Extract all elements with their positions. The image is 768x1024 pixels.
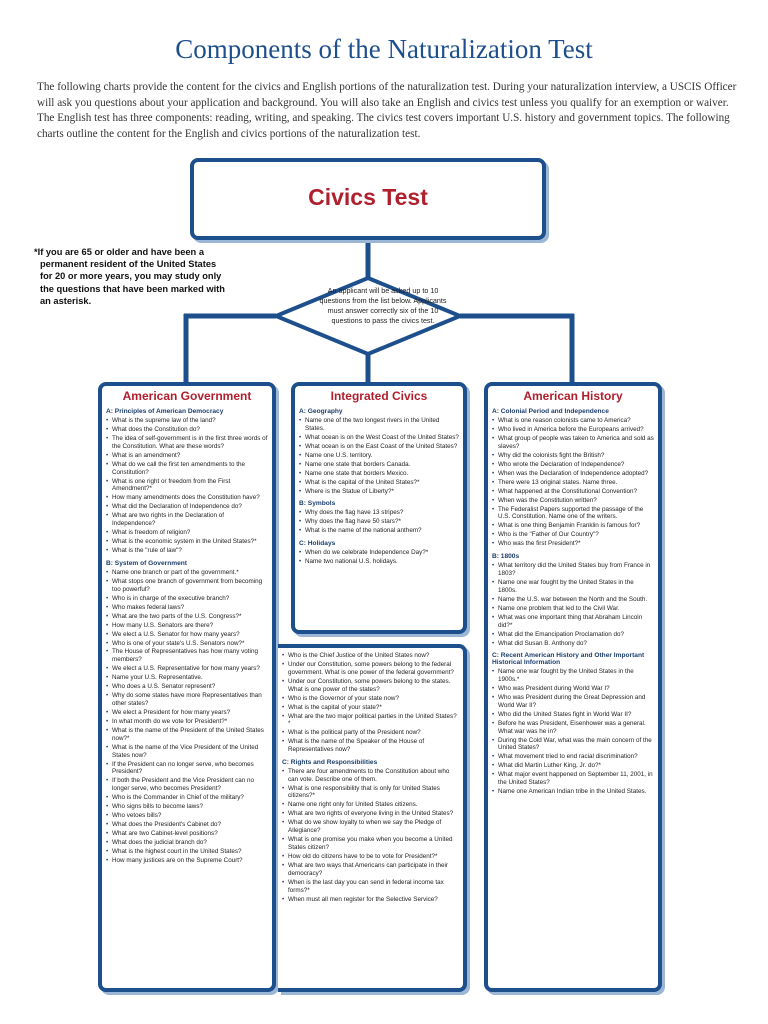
question-item: • What is one responsibility that is only for United States citizens?* — [282, 785, 459, 801]
asterisk-line: *If you are 65 or older and have been a — [34, 247, 204, 257]
question-list — [278, 652, 463, 754]
asterisk-line: for 20 or more years, you may study only — [40, 271, 222, 282]
question-item: • Who lived in America before the Europeans arrived? — [492, 426, 654, 434]
question-item: • What are two rights of everyone living in the United States? — [282, 810, 459, 818]
question-item: • Who makes federal laws? — [106, 604, 268, 612]
question-item: • What is one promise you make when you become a United States citizen? — [282, 836, 459, 852]
asterisk-line: an asterisk. — [40, 295, 92, 306]
question-item: • What are two ways that Americans can participate in their democracy? — [282, 862, 459, 878]
question-item: • Who did the United States fight in World War II? — [492, 711, 654, 719]
question-item: • What does the President's Cabinet do? — [106, 821, 268, 829]
question-item: • What is the capital of your state?* — [282, 704, 459, 712]
civics-test-box — [190, 158, 546, 240]
question-item: • What ocean is on the East Coast of the United States? — [299, 443, 459, 451]
question-item: • What movement tried to end racial discrimination? — [492, 753, 654, 761]
question-item: • Who is the Chief Justice of the United States now? — [282, 652, 459, 660]
question-item: • Why did the colonists fight the British? — [492, 452, 654, 460]
question-item: • Who was President during the Great Depression and World War II? — [492, 694, 654, 710]
section-heading: A: Colonial Period and Independence — [492, 408, 609, 415]
question-item: • What was one important thing that Abraham Lincoln did?* — [492, 614, 654, 630]
question-item: • Name one branch or part of the government.* — [106, 569, 268, 577]
question-item: • Name your U.S. Representative. — [106, 674, 268, 682]
question-item: • We elect a President for how many years? — [106, 709, 268, 717]
question-item: • What are two Cabinet-level positions? — [106, 830, 268, 838]
diamond-instructions: An applicant will be asked up to 10 questions from the list below. Applicants must answer correctly six of the 10 questions to pass the civics test. — [319, 286, 447, 325]
question-item: • What did Susan B. Anthony do? — [492, 640, 654, 648]
question-item: • Name one war fought by the United States in the 1800s. — [492, 579, 654, 595]
section-heading: C: Holidays — [299, 540, 336, 548]
question-item: • Who is the Governor of your state now? — [282, 695, 459, 703]
question-item: • What is the "rule of law"? — [106, 547, 268, 555]
question-item: • What territory did the United States buy from France in 1803? — [492, 562, 654, 578]
question-item: • The House of Representatives has how many voting members? — [106, 648, 268, 664]
question-item: • What major event happened on September 11, 2001, in the United States? — [492, 771, 654, 787]
question-item: • Name two national U.S. holidays. — [299, 558, 459, 566]
question-item: • What group of people was taken to America and sold as slaves? — [492, 435, 654, 451]
question-item: • What is the highest court in the United States? — [106, 848, 268, 856]
question-item: • If the President can no longer serve, who becomes President? — [106, 761, 268, 777]
question-list — [102, 417, 272, 555]
question-item: • Under our Constitution, some powers belong to the states. What is one power of the states? — [282, 678, 459, 694]
question-item: • There were 13 original states. Name three. — [492, 479, 654, 487]
question-list — [278, 768, 463, 903]
question-item: • Who signs bills to become laws? — [106, 803, 268, 811]
question-item: • When is the last day you can send in federal income tax forms?* — [282, 879, 459, 895]
question-item: • What is freedom of religion? — [106, 529, 268, 537]
question-item: • Who wrote the Declaration of Independence? — [492, 461, 654, 469]
question-item: • Who does a U.S. Senator represent? — [106, 683, 268, 691]
question-item: • What do we show loyalty to when we say the Pledge of Allegiance? — [282, 819, 459, 835]
question-list — [295, 417, 463, 495]
question-item: • Name one problem that led to the Civil War. — [492, 605, 654, 613]
question-item: • When must all men register for the Selective Service? — [282, 896, 459, 904]
question-item: • Name one U.S. territory. — [299, 452, 459, 460]
question-item: • What is the name of the Speaker of the House of Representatives now? — [282, 738, 459, 754]
question-item: • The Federalist Papers supported the passage of the U.S. Constitution. Name one of the writers. — [492, 506, 654, 522]
question-item: • Who was President during World War I? — [492, 685, 654, 693]
question-item: • Who vetoes bills? — [106, 812, 268, 820]
asterisk-line: permanent resident of the United States — [40, 259, 217, 270]
section-heading: C: Rights and Responsibilities — [282, 758, 378, 766]
integrated-civics-box — [291, 382, 467, 634]
question-list — [295, 509, 463, 535]
section-heading: A: Principles of American Democracy — [106, 408, 224, 415]
american-government-continued-box — [278, 644, 467, 992]
question-item: • What is an amendment? — [106, 452, 268, 460]
box-title: Integrated Civics — [330, 389, 428, 403]
american-history-box — [484, 382, 662, 992]
question-item: • What did the Emancipation Proclamation do? — [492, 631, 654, 639]
section-heading: C: Recent American History and Other Important Historical Information — [492, 652, 645, 667]
box-title: American Government — [122, 389, 252, 403]
section-heading: B: Symbols — [299, 500, 336, 508]
question-item: • When was the Constitution written? — [492, 497, 654, 505]
question-item: • What is one reason colonists came to America? — [492, 417, 654, 425]
question-item: • What do we call the first ten amendments to the Constitution? — [106, 461, 268, 477]
question-list — [488, 562, 658, 647]
question-item: • Name one state that borders Canada. — [299, 461, 459, 469]
question-item: • In what month do we vote for President?* — [106, 718, 268, 726]
question-item: • Name one war fought by the United States in the 1900s.* — [492, 668, 654, 684]
question-list — [102, 569, 272, 865]
question-item: • Name one state that borders Mexico. — [299, 470, 459, 478]
question-item: • Name one American Indian tribe in the United States. — [492, 788, 654, 796]
question-item: • When was the Declaration of Independence adopted? — [492, 470, 654, 478]
question-item: • Who is the Commander in Chief of the military? — [106, 794, 268, 802]
question-item: • Name one of the two longest rivers in the United States. — [299, 417, 459, 433]
question-item: • Who is one of your state's U.S. Senators now?* — [106, 640, 268, 648]
question-item: • We elect a U.S. Representative for how many years? — [106, 665, 268, 673]
question-item: • How many amendments does the Constitution have? — [106, 494, 268, 502]
question-item: • Who was the first President?* — [492, 540, 654, 548]
question-item: • During the Cold War, what was the main concern of the United States? — [492, 737, 654, 753]
question-item: • What is one right or freedom from the First Amendment?* — [106, 478, 268, 494]
question-item: • What are the two major political parties in the United States?* — [282, 713, 459, 729]
question-item: • Before he was President, Eisenhower was a general. What war was he in? — [492, 720, 654, 736]
question-item: • Who is the "Father of Our Country"? — [492, 531, 654, 539]
question-item: • We elect a U.S. Senator for how many years? — [106, 631, 268, 639]
question-item: • Under our Constitution, some powers belong to the federal government. What is one power of the federal government? — [282, 661, 459, 677]
question-item: • The idea of self-government is in the first three words of the Constitution. What are these words? — [106, 435, 268, 451]
question-item: • What is the name of the President of the United States now?* — [106, 727, 268, 743]
section-heading: B: 1800s — [492, 553, 520, 561]
question-item: • What does the Constitution do? — [106, 426, 268, 434]
question-item: • What does the judicial branch do? — [106, 839, 268, 847]
question-list — [295, 549, 463, 566]
question-item: • Who is in charge of the executive branch? — [106, 595, 268, 603]
question-item: • Why do some states have more Representatives than other states? — [106, 692, 268, 708]
question-item: • What is the economic system in the United States?* — [106, 538, 268, 546]
page-title: Components of the Naturalization Test — [175, 34, 593, 64]
question-item: • What is the supreme law of the land? — [106, 417, 268, 425]
intro-paragraph: The following charts provide the content for the civics and English portions of the naturalization test. During your naturalization interview, a USCIS Officer will ask you questions about your application and background. You will also take an English and civics test unless you qualify for an exemption or waiver. The English test has three components: reading, writing, and speaking. The civics test covers important U.S. history and government topics. The following charts outline the content for the English and civics portions of the naturalization test. — [37, 81, 737, 140]
question-item: • What stops one branch of government from becoming too powerful? — [106, 578, 268, 594]
question-item: • Name the U.S. war between the North and the South. — [492, 596, 654, 604]
question-item: • If both the President and the Vice President can no longer serve, who becomes President? — [106, 777, 268, 793]
question-list — [488, 668, 658, 796]
asterisk-line: the questions that have been marked with — [40, 283, 225, 294]
question-item: • What is the name of the national anthem? — [299, 527, 459, 535]
asterisk-note — [34, 246, 239, 307]
question-item: • What is the name of the Vice President of the United States now? — [106, 744, 268, 760]
american-government-box — [98, 382, 276, 992]
question-item: • How many U.S. Senators are there? — [106, 622, 268, 630]
question-item: • What are the two parts of the U.S. Congress?* — [106, 613, 268, 621]
question-item: • Name one right only for United States citizens. — [282, 801, 459, 809]
section-heading: B: System of Government — [106, 559, 187, 567]
civics-test-title: Civics Test — [308, 184, 428, 210]
question-item: • What did Martin Luther King, Jr. do?* — [492, 762, 654, 770]
question-item: • What did the Declaration of Independence do? — [106, 503, 268, 511]
question-item: • How old do citizens have to be to vote for President?* — [282, 853, 459, 861]
question-item: • There are four amendments to the Constitution about who can vote. Describe one of them. — [282, 768, 459, 784]
box-title: American History — [523, 389, 623, 403]
question-item: • Where is the Statue of Liberty?* — [299, 488, 459, 496]
question-item: • How many justices are on the Supreme Court? — [106, 857, 268, 865]
question-item: • Why does the flag have 13 stripes? — [299, 509, 459, 517]
section-heading: A: Geography — [299, 408, 343, 415]
question-item: • When do we celebrate Independence Day?* — [299, 549, 459, 557]
question-item: • What ocean is on the West Coast of the United States? — [299, 434, 459, 442]
question-item: • Why does the flag have 50 stars?* — [299, 518, 459, 526]
question-item: • What is one thing Benjamin Franklin is famous for? — [492, 522, 654, 530]
question-item: • What are two rights in the Declaration of Independence? — [106, 512, 268, 528]
question-item: • What is the capital of the United States?* — [299, 479, 459, 487]
question-list — [488, 417, 658, 548]
question-item: • What is the political party of the President now? — [282, 729, 459, 737]
question-item: • What happened at the Constitutional Convention? — [492, 488, 654, 496]
